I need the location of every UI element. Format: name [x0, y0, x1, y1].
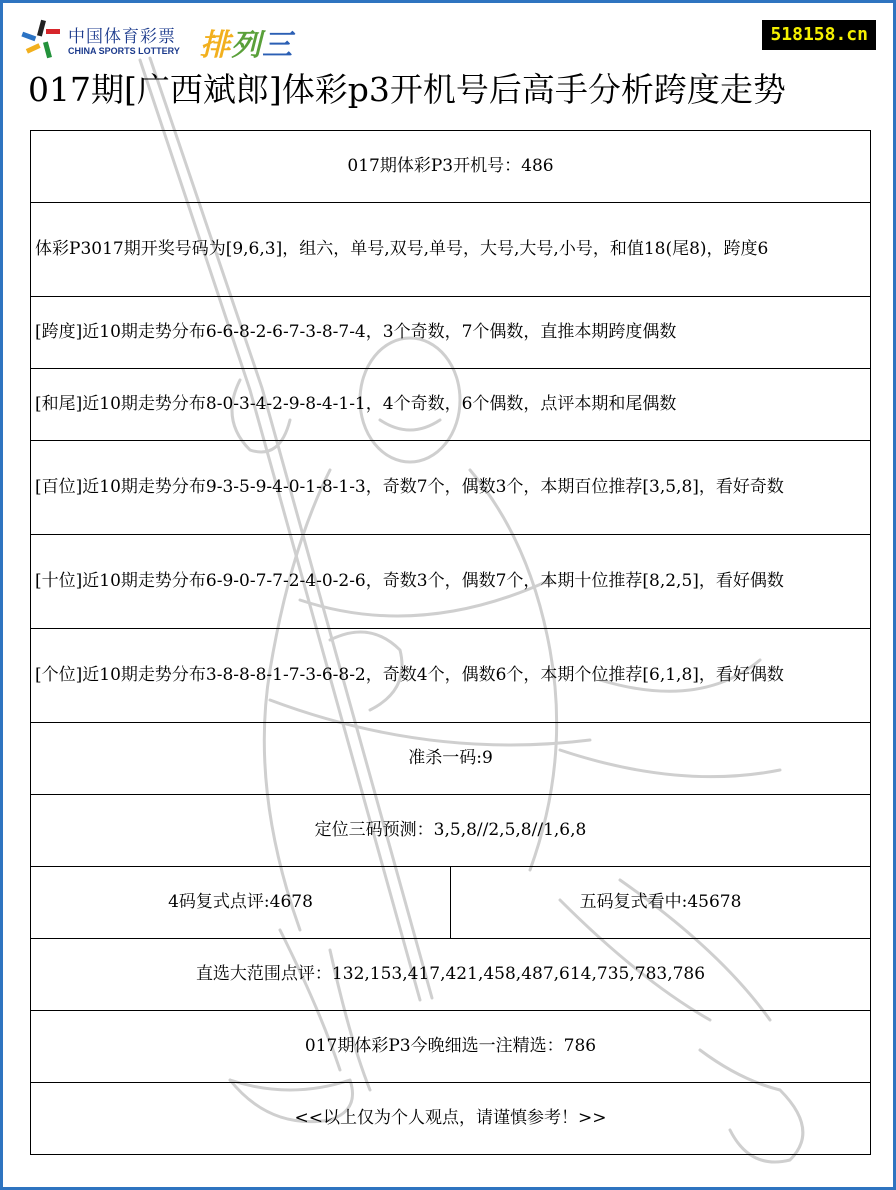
- table-row: [31, 297, 871, 369]
- kill-one-cell: 准杀一码:9: [31, 723, 871, 795]
- logo-game-char-1: 排: [200, 28, 231, 63]
- zhixuan-cell: 直选大范围点评：132,153,417,421,458,487,614,735,783,786: [31, 939, 871, 1011]
- table-row: [31, 131, 871, 203]
- dingwei-cell: 定位三码预测：3,5,8//2,5,8//1,6,8: [31, 795, 871, 867]
- header: [0, 0, 896, 125]
- table-row: [31, 723, 871, 795]
- table-row: [31, 441, 871, 535]
- five-code-cell: 五码复式看中:45678: [451, 867, 871, 939]
- logo-cn-text: 中国体育彩票: [68, 27, 176, 47]
- logo-en-text: CHINA SPORTS LOTTERY: [68, 46, 180, 56]
- single-pick-cell: 017期体彩P3今晚细选一注精选：786: [31, 1011, 871, 1083]
- logo-game-char-3: 三: [262, 28, 293, 63]
- four-code-cell: 4码复式点评:4678: [31, 867, 451, 939]
- lottery-logo[interactable]: [20, 18, 320, 62]
- logo-game-char-2: 列: [231, 28, 262, 63]
- hewei-cell: [和尾]近10期走势分布8-0-3-4-2-9-8-4-1-1，4个奇数，6个偶数，点评本期和尾偶数: [31, 369, 871, 441]
- table-row: [31, 867, 871, 939]
- table-row: [31, 535, 871, 629]
- analysis-table: [30, 130, 871, 1155]
- table-row: [31, 1011, 871, 1083]
- table-row: [31, 369, 871, 441]
- disclaimer-cell: <<以上仅为个人观点，请谨慎参考！>>: [31, 1083, 871, 1155]
- table-row: [31, 629, 871, 723]
- baiwei-cell: [百位]近10期走势分布9-3-5-9-4-0-1-8-1-3，奇数7个，偶数3个，本期百位推荐[3,5,8]，看好奇数: [31, 441, 871, 535]
- kaiji-cell: 017期体彩P3开机号：486: [31, 131, 871, 203]
- sports-lottery-star-icon: [20, 18, 64, 62]
- site-badge[interactable]: 518158.cn: [762, 20, 876, 50]
- table-row: [31, 939, 871, 1011]
- table-row: [31, 203, 871, 297]
- result-cell: 体彩P3017期开奖号码为[9,6,3]，组六，单号,双号,单号，大号,大号,小号，和值18(尾8)，跨度6: [31, 203, 871, 297]
- table-row: [31, 1083, 871, 1155]
- page-title: 017期[广西斌郎]体彩p3开机号后高手分析跨度走势: [28, 70, 786, 109]
- shiwei-cell: [十位]近10期走势分布6-9-0-7-7-2-4-0-2-6，奇数3个，偶数7个，本期十位推荐[8,2,5]，看好偶数: [31, 535, 871, 629]
- kuadu-cell: [跨度]近10期走势分布6-6-8-2-6-7-3-8-7-4，3个奇数，7个偶数，直推本期跨度偶数: [31, 297, 871, 369]
- table-row: [31, 795, 871, 867]
- logo-game-name: [200, 20, 293, 64]
- gewei-cell: [个位]近10期走势分布3-8-8-8-1-7-3-6-8-2，奇数4个，偶数6个，本期个位推荐[6,1,8]，看好偶数: [31, 629, 871, 723]
